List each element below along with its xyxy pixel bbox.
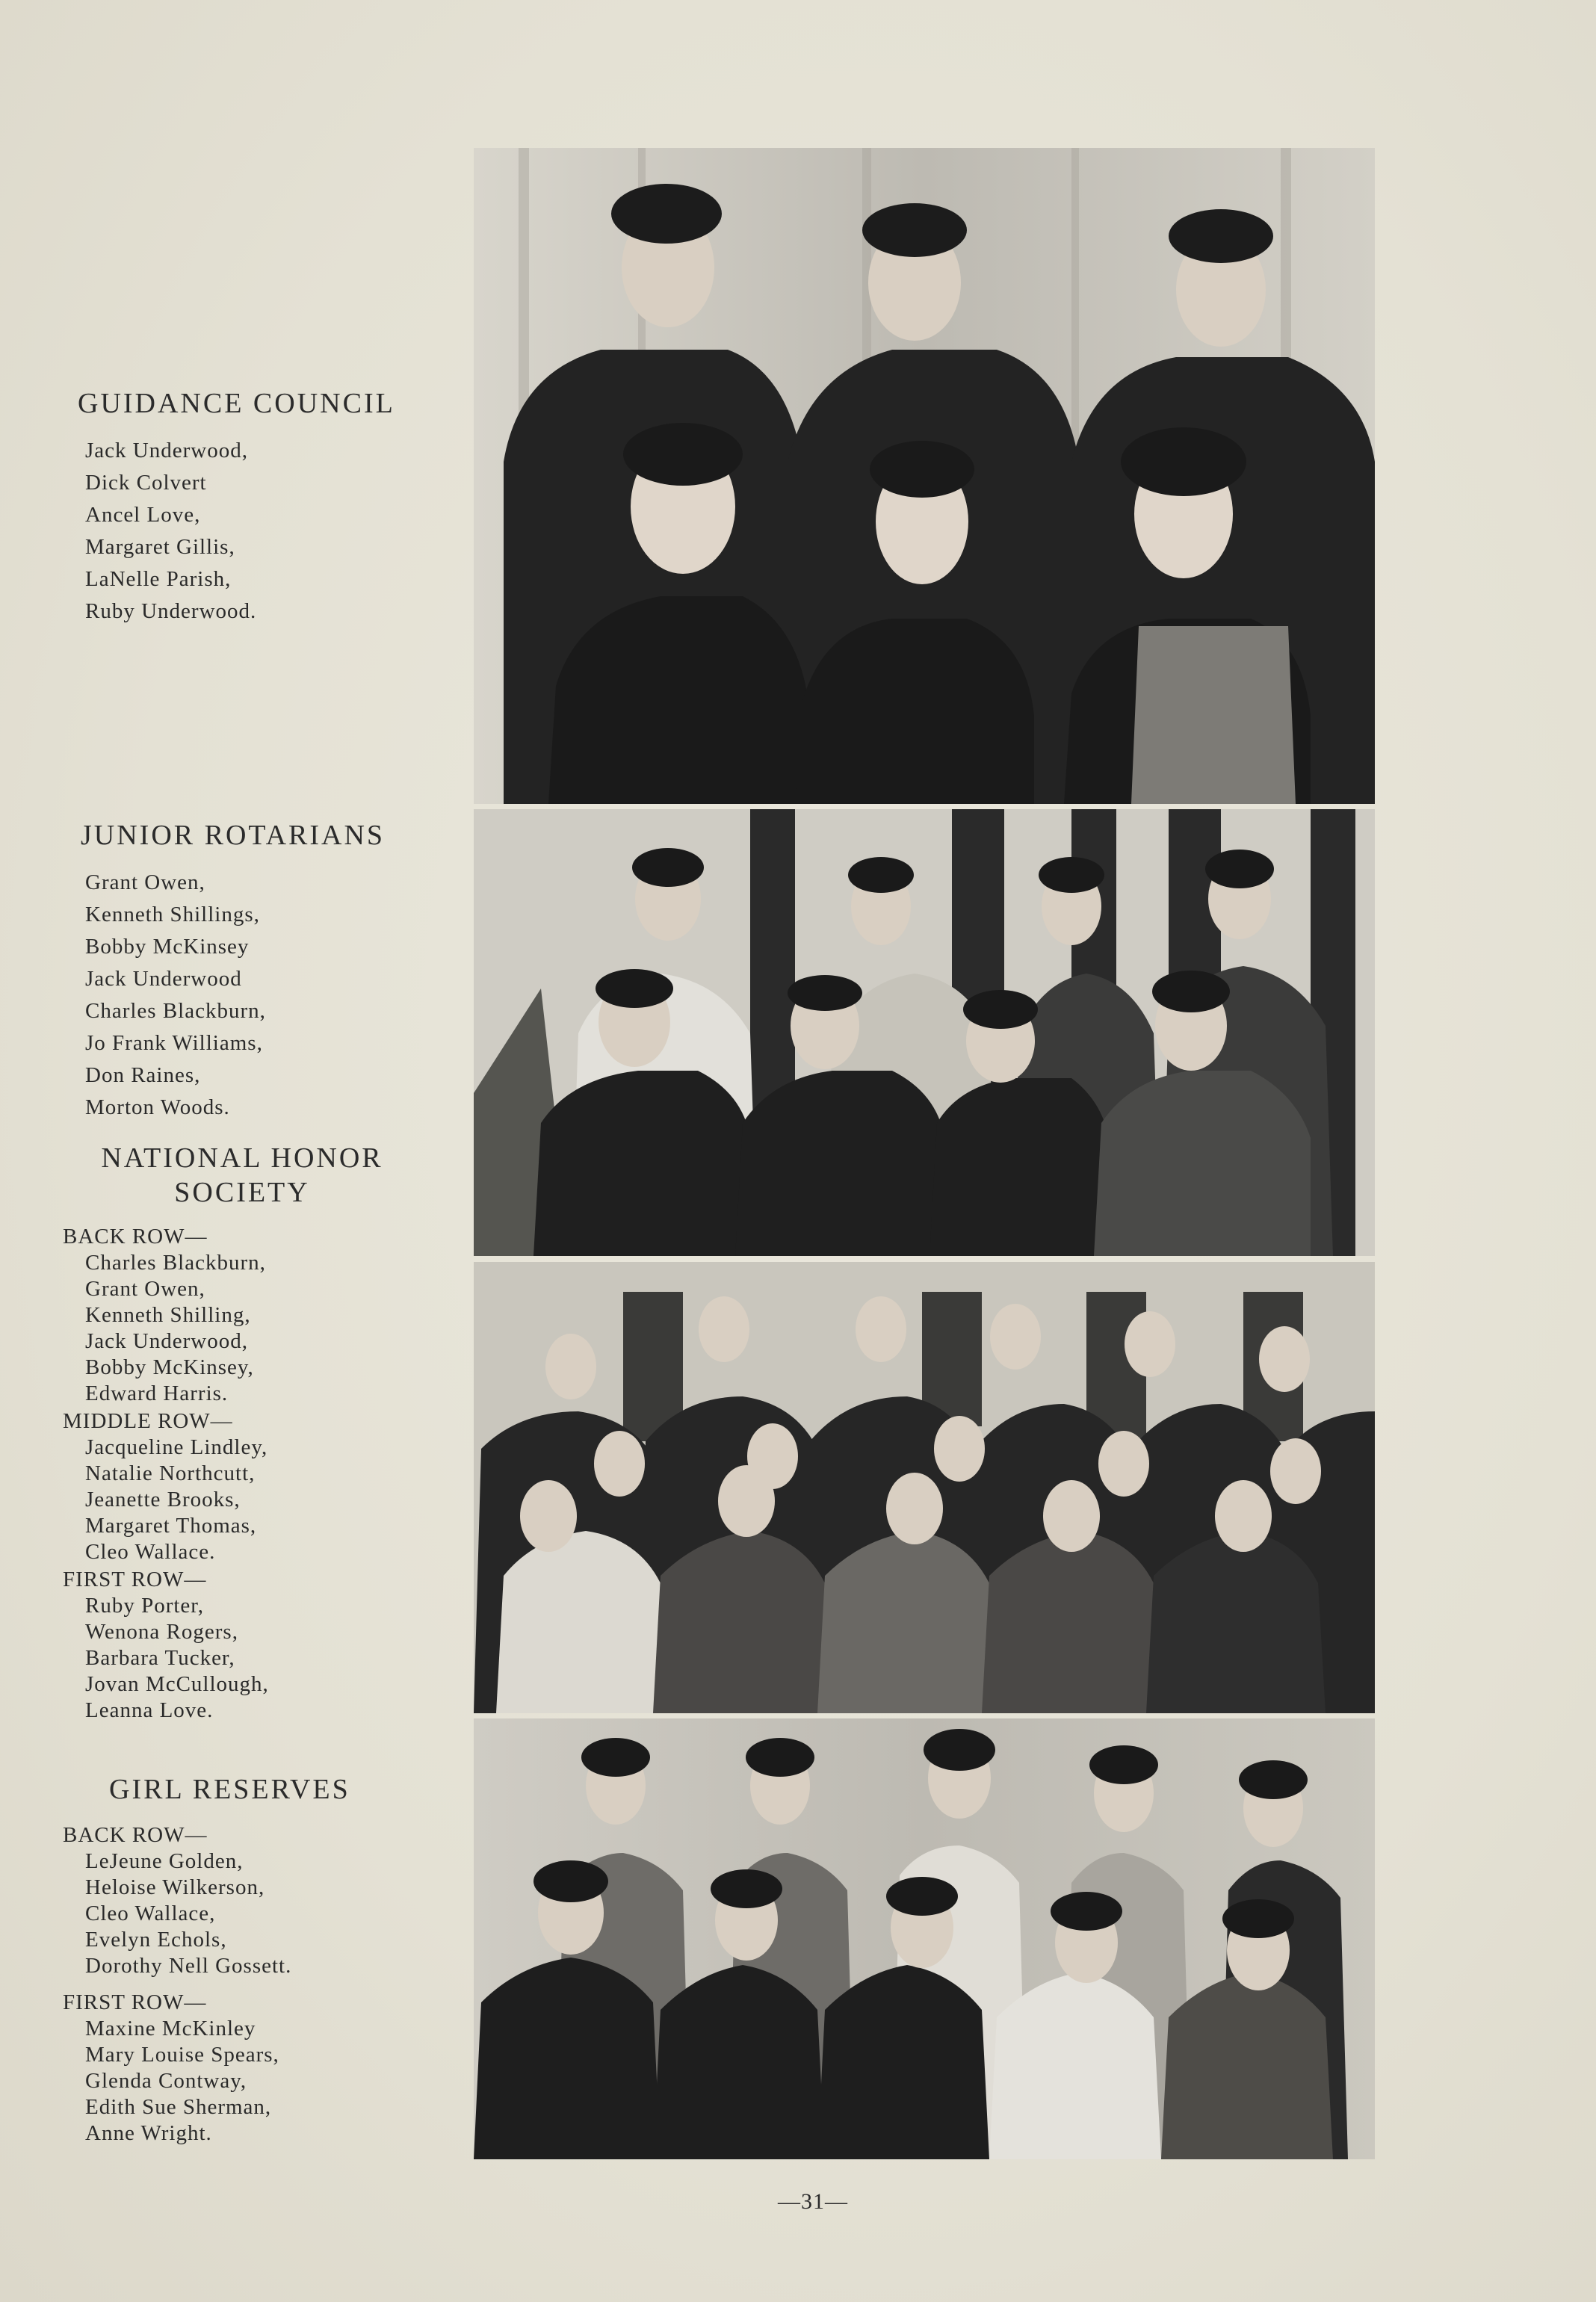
member-name: Grant Owen, [85, 1276, 205, 1301]
member-name: Wenona Rogers, [85, 1619, 238, 1644]
row-label-first: FIRST ROW— [63, 1990, 207, 2014]
national-honor-society-photo [474, 1262, 1375, 1713]
guidance-council-photo [474, 148, 1375, 804]
section-heading: NATIONAL HONOR [101, 1142, 383, 1174]
member-name: Cleo Wallace. [85, 1539, 216, 1564]
member-name: Don Raines, [85, 1062, 201, 1087]
member-name: Dick Colvert [85, 470, 207, 495]
member-name: Charles Blackburn, [85, 998, 266, 1023]
section-heading: GUIDANCE COUNCIL [78, 388, 395, 419]
girl-reserves-caption [63, 1775, 421, 2148]
junior-rotarians-caption [63, 820, 421, 1124]
member-name: Dorothy Nell Gossett. [85, 1953, 292, 1978]
name-list [63, 435, 421, 628]
name-list [63, 867, 421, 1124]
row-label-back: BACK ROW— [63, 1822, 208, 1847]
member-name: Jacqueline Lindley, [85, 1435, 268, 1459]
member-name: Heloise Wilkerson, [85, 1875, 265, 1899]
guidance-council-caption [63, 389, 421, 628]
member-name: Charles Blackburn, [85, 1250, 266, 1275]
national-honor-society-caption [63, 1143, 421, 1725]
member-name: Margaret Thomas, [85, 1513, 257, 1538]
member-name: Jack Underwood, [85, 1328, 248, 1353]
member-name: Edward Harris. [85, 1381, 229, 1405]
member-name: Leanna Love. [85, 1698, 214, 1722]
girl-reserves-photo [474, 1718, 1375, 2159]
section-heading: GIRL RESERVES [109, 1774, 350, 1805]
member-name: Bobby McKinsey, [85, 1355, 254, 1379]
member-name: Jeanette Brooks, [85, 1487, 241, 1512]
member-name: Jack Underwood [85, 966, 242, 991]
page-number: —31— [778, 2189, 848, 2214]
member-name: Bobby McKinsey [85, 934, 250, 959]
name-list-first [63, 2016, 421, 2147]
member-name: Grant Owen, [85, 870, 205, 894]
member-name: Ancel Love, [85, 502, 201, 527]
section-heading-line2: SOCIETY [174, 1176, 310, 1208]
member-name: Ruby Underwood. [85, 598, 257, 623]
row-label-back: BACK ROW— [63, 1224, 208, 1249]
member-name: Maxine McKinley [85, 2016, 256, 2040]
member-name: LeJeune Golden, [85, 1848, 244, 1873]
member-name: Jo Frank Williams, [85, 1030, 263, 1055]
member-name: Jack Underwood, [85, 438, 248, 462]
row-label-first: FIRST ROW— [63, 1567, 207, 1591]
member-name: LaNelle Parish, [85, 566, 232, 591]
member-name: Kenneth Shilling, [85, 1302, 251, 1327]
name-list-first [63, 1593, 421, 1724]
member-name: Anne Wright. [85, 2120, 212, 2145]
member-name: Barbara Tucker, [85, 1645, 235, 1670]
member-name: Evelyn Echols, [85, 1927, 227, 1952]
row-label-middle: MIDDLE ROW— [63, 1408, 233, 1433]
member-name: Kenneth Shillings, [85, 902, 260, 926]
name-list-middle [63, 1435, 421, 1565]
member-name: Glenda Contway, [85, 2068, 247, 2093]
member-name: Jovan McCullough, [85, 1671, 269, 1696]
junior-rotarians-photo [474, 809, 1375, 1256]
member-name: Cleo Wallace, [85, 1901, 216, 1925]
member-name: Natalie Northcutt, [85, 1461, 256, 1485]
member-name: Mary Louise Spears, [85, 2042, 279, 2067]
section-heading: JUNIOR ROTARIANS [81, 820, 386, 851]
name-list-back [63, 1250, 421, 1407]
member-name: Ruby Porter, [85, 1593, 205, 1618]
member-name: Morton Woods. [85, 1095, 230, 1119]
member-name: Margaret Gillis, [85, 534, 235, 559]
name-list-back [63, 1848, 421, 1979]
member-name: Edith Sue Sherman, [85, 2094, 272, 2119]
